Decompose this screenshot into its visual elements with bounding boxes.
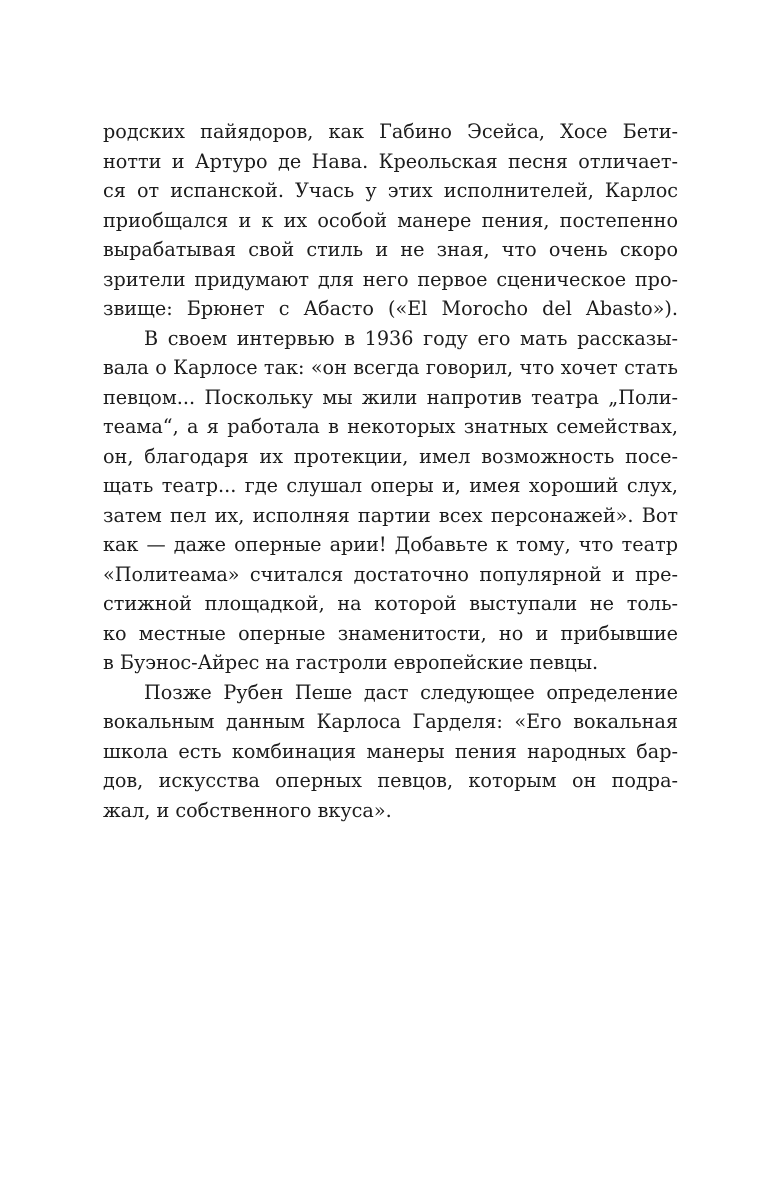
text-line: нотти и Артуро де Нава. Креольская песня отличает-: [103, 149, 678, 173]
text-line: певцом... Поскольку мы жили напротив театра „Поли-: [103, 385, 678, 409]
text-line: как — даже оперные арии! Добавьте к тому, что театр: [103, 533, 678, 556]
text-line: зрители придумают для него первое сценическое про-: [103, 267, 678, 291]
text-line: ся от испанской. Учась у этих исполнителей, Карлос: [103, 179, 678, 202]
text-line: он, благодаря их протекции, имел возможность посе-: [103, 444, 678, 468]
text-line: ко местные оперные знаменитости, но и прибывшие: [103, 621, 678, 645]
text-line: вала о Карлосе так: «он всегда говорил, что хочет стать: [103, 356, 678, 379]
paragraph-1: [103, 117, 678, 324]
text-line: стижной площадкой, на которой выступали не толь-: [103, 592, 678, 615]
text-line: родских пайядоров, как Габино Эсейса, Хосе Бети-: [103, 120, 678, 143]
text-line: дов, искусства оперных певцов, которым он подра-: [103, 769, 678, 792]
text-line: жал, и собственного вкуса».: [103, 798, 392, 822]
text-line: вокальным данным Карлоса Гарделя: «Его вокальная: [103, 710, 678, 733]
paragraph-3: [103, 678, 678, 826]
text-line: затем пел их, исполняя партии всех персонажей». Вот: [103, 503, 678, 527]
text-line: «Политеама» считался достаточно популярной и пре-: [103, 562, 678, 586]
text-line: В своем интервью в 1936 году его мать рассказы-: [144, 326, 678, 350]
paragraph-2: [103, 324, 678, 678]
body-text: [103, 117, 678, 825]
text-line: звище: Брюнет с Абасто («El Morocho del Abasto»).: [103, 297, 678, 320]
text-line: приобщался и к их особой манере пения, постепенно: [103, 208, 678, 232]
text-line: в Буэнос-Айрес на гастроли европейские певцы.: [103, 651, 599, 674]
text-line: Позже Рубен Пеше даст следующее определение: [144, 680, 678, 704]
text-line: щать театр... где слушал оперы и, имея хороший слух,: [103, 474, 678, 497]
text-line: теама“, а я работала в некоторых знатных семействах,: [103, 415, 678, 438]
text-line: вырабатывая свой стиль и не зная, что очень скоро: [103, 238, 678, 261]
text-line: школа есть комбинация манеры пения народных бар-: [103, 739, 678, 763]
